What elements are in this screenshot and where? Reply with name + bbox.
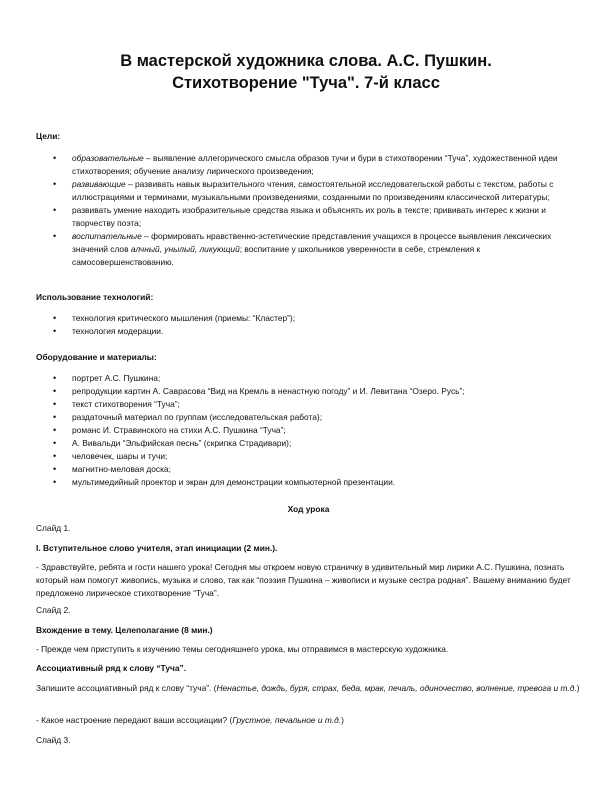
page-title [40,50,572,94]
goal-item: • развивать умение находить изобразительные средства языка и объяснять их роль в тексте; прививать интерес к жизни и творчеству поэта; [36,204,581,230]
goals-section [36,130,581,269]
equipment-list [36,372,581,489]
equipment-item: • магнитно-меловая доска; [36,463,581,476]
stage-2-heading: Вхождение в тему. Целеполагание (8 мин.) [36,625,213,635]
association-task: Запишите ассоциативный ряд к слову “туча”. (Ненастье, дождь, буря, страх, беда, мрак, печаль, одиночество, волнение, тревога и т.д.) [36,683,580,693]
equipment-section [36,351,581,489]
goal-item: • образовательные – выявление аллегорического смысла образов тучи и бури в стихотворении “Туча”, художественной идеи стихотворения; обучение анализу лирического произведения; [36,152,581,178]
tech-heading: Использование технологий: [36,292,154,302]
equipment-item: • текст стихотворения “Туча”; [36,398,581,411]
slide-2-label: Слайд 2. [36,605,71,615]
lesson-heading: Ход урока [287,504,330,514]
mood-question: - Какое настроение передают ваши ассоциации? (Грустное, печальное и т.д.) [36,715,344,725]
tech-item: • технология модерации. [36,325,581,338]
equipment-item: • раздаточный материал по группам (исследовательская работа); [36,411,581,424]
goal-item: • воспитательные – формировать нравственно-эстетические представления учащихся в процессе выявления лексических значений слов алчный, унылый, ликующий; воспитание у школьников уверенности в себе, стремления к самосовершенствованию. [36,230,581,269]
equipment-item: • портрет А.С. Пушкина; [36,372,581,385]
goals-heading: Цели: [36,131,61,141]
slide-3-label: Слайд 3. [36,735,71,745]
stage-1-heading: I. Вступительное слово учителя, этап инициации (2 мин.). [36,543,278,553]
association-heading: Ассоциативный ряд к слову “Туча”. [36,663,187,673]
equipment-item: • человечек, шары и тучи; [36,450,581,463]
equipment-item: • мультимедийный проектор и экран для демонстрации компьютерной презентации. [36,476,581,489]
title-line-1: В мастерской художника слова. А.С. Пушкин. [120,52,492,70]
workshop-paragraph: - Прежде чем приступить к изучению темы сегодняшнего урока, мы отправимся в мастерскую художника. [36,644,449,654]
equipment-item: • А. Вивальди “Эльфийская песнь” (скрипка Страдивари); [36,437,581,450]
slide-1-label: Слайд 1. [36,523,71,533]
title-line-2: Стихотворение "Туча". 7-й класс [172,74,440,92]
equipment-heading: Оборудование и материалы: [36,352,157,362]
tech-list [36,312,581,338]
equipment-item: • романс И. Стравинского на стихи А.С. Пушкина “Туча”; [36,424,581,437]
goals-list [36,152,581,269]
tech-section [36,291,581,338]
intro-paragraph: - Здравствуйте, ребята и гости нашего урока! Сегодня мы откроем новую страничку в удивительный мир лирики А.С. Пушкина, познать который нам помогут живопись, музыка и слово, так как “поэзия Пушкина – живописи и музыке сестра родная”. Вашему вниманию будет предложено лирическое стихотворение “Туча”. [36,562,571,598]
equipment-item: • репродукции картин А. Саврасова “Вид на Кремль в ненастную погоду” и И. Левитана “Озеро. Русь”; [36,385,581,398]
goal-item: • развивающие – развивать навык выразительного чтения, самостоятельной исследовательской работы с текстом, работы с иллюстрациями и терминами, музыкальными произведениями, созданными по произведениям классической литературы; [36,178,581,204]
tech-item: • технология критического мышления (приемы: “Кластер”); [36,312,581,325]
